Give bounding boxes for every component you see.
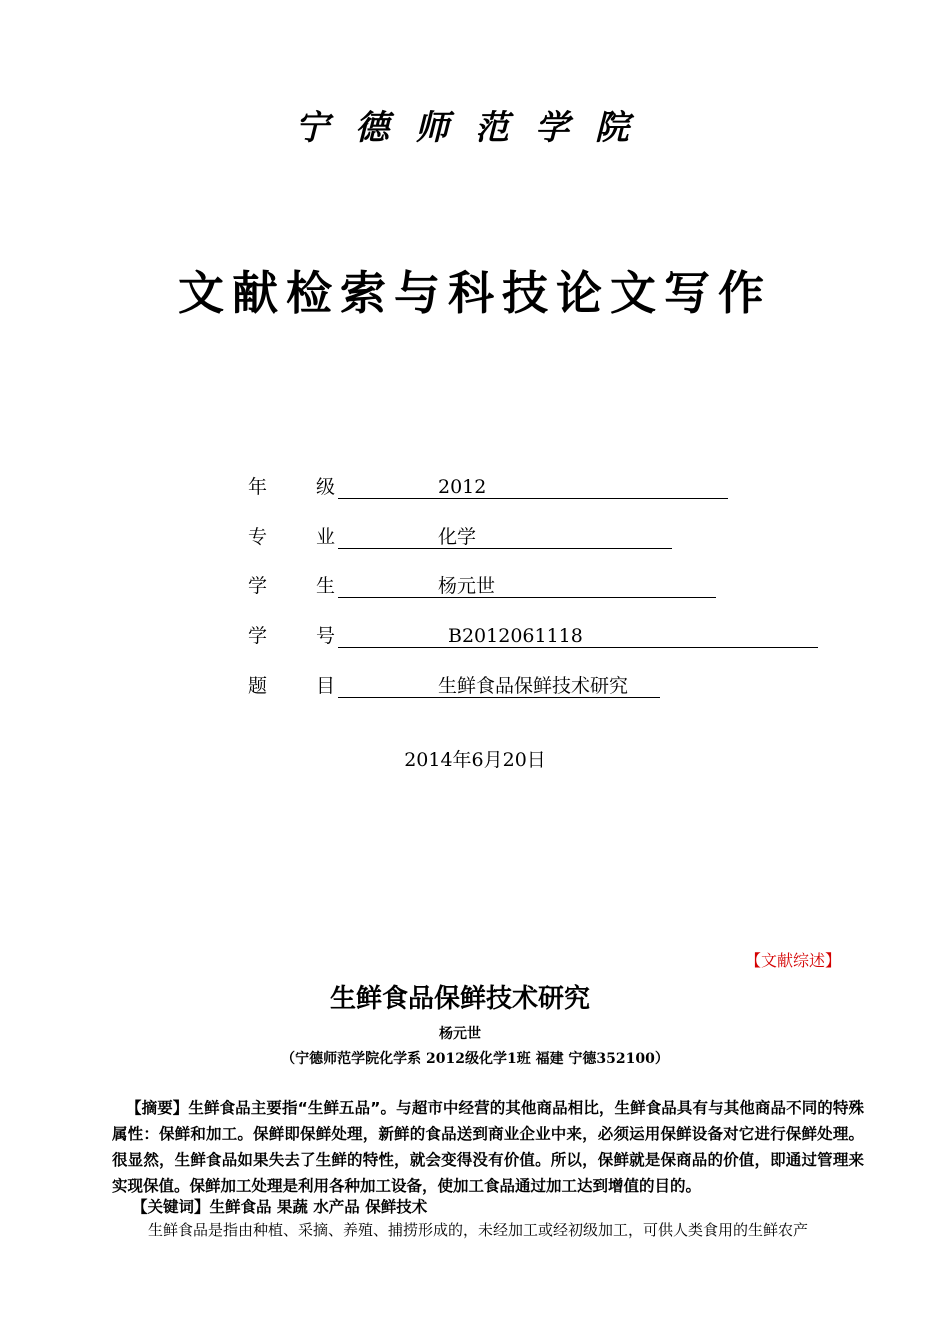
- abstract-paragraph: 【摘要】生鲜食品主要指“生鲜五品”。与超市中经营的其他商品相比，生鲜食品具有与其他商品不同的特殊属性：保鲜和加工。保鲜即保鲜处理，新鲜的食品送到商业企业中来，必须运用保鲜设备对它进行保鲜处理。很显然，生鲜食品如果失去了生鲜的特性，就会变得没有价值。所以，保鲜就是保商品的价值，即通过管理来实现保值。保鲜加工处理是利用各种加工设备，使加工食品通过加工达到增值的目的。: [112, 1099, 864, 1195]
- field-underline: [338, 498, 728, 499]
- keywords-line: 【关键词】生鲜食品 果蔬 水产品 保鲜技术: [132, 1198, 428, 1216]
- field-label: 生: [316, 575, 336, 597]
- field-label: 业: [316, 526, 336, 548]
- field-label: 号: [316, 625, 336, 647]
- field-label: 专: [248, 526, 268, 548]
- school-name: 宁德师范学院: [295, 108, 655, 148]
- field-underline: [338, 548, 672, 549]
- field-label: 题: [248, 675, 268, 697]
- field-label: 学: [248, 575, 268, 597]
- paper-type-tag: 【文献综述】: [745, 951, 842, 970]
- body-paragraph: 生鲜食品是指由种植、采摘、养殖、捕捞形成的，未经加工或经初级加工，可供人类食用的生鲜农产: [148, 1221, 809, 1239]
- field-value-student: 杨元世: [438, 575, 496, 597]
- field-label: 级: [316, 476, 336, 498]
- field-underline: [338, 597, 716, 598]
- author-affiliation: （宁德师范学院化学系 2012级化学1班 福建 宁德352100）: [281, 1051, 669, 1067]
- field-label: 目: [316, 675, 336, 697]
- field-value-topic: 生鲜食品保鲜技术研究: [438, 675, 629, 697]
- course-title: 文献检索与科技论文写作: [178, 266, 772, 320]
- submission-date: 2014年6月20日: [404, 749, 546, 771]
- paper-title: 生鲜食品保鲜技术研究: [329, 984, 590, 1014]
- field-label: 年: [248, 476, 268, 498]
- field-value-major: 化学: [438, 526, 477, 548]
- field-value-student-id: B2012061118: [448, 625, 583, 647]
- field-label: 学: [248, 625, 268, 647]
- paper-author: 杨元世: [439, 1026, 481, 1042]
- field-value-grade: 2012: [438, 476, 487, 498]
